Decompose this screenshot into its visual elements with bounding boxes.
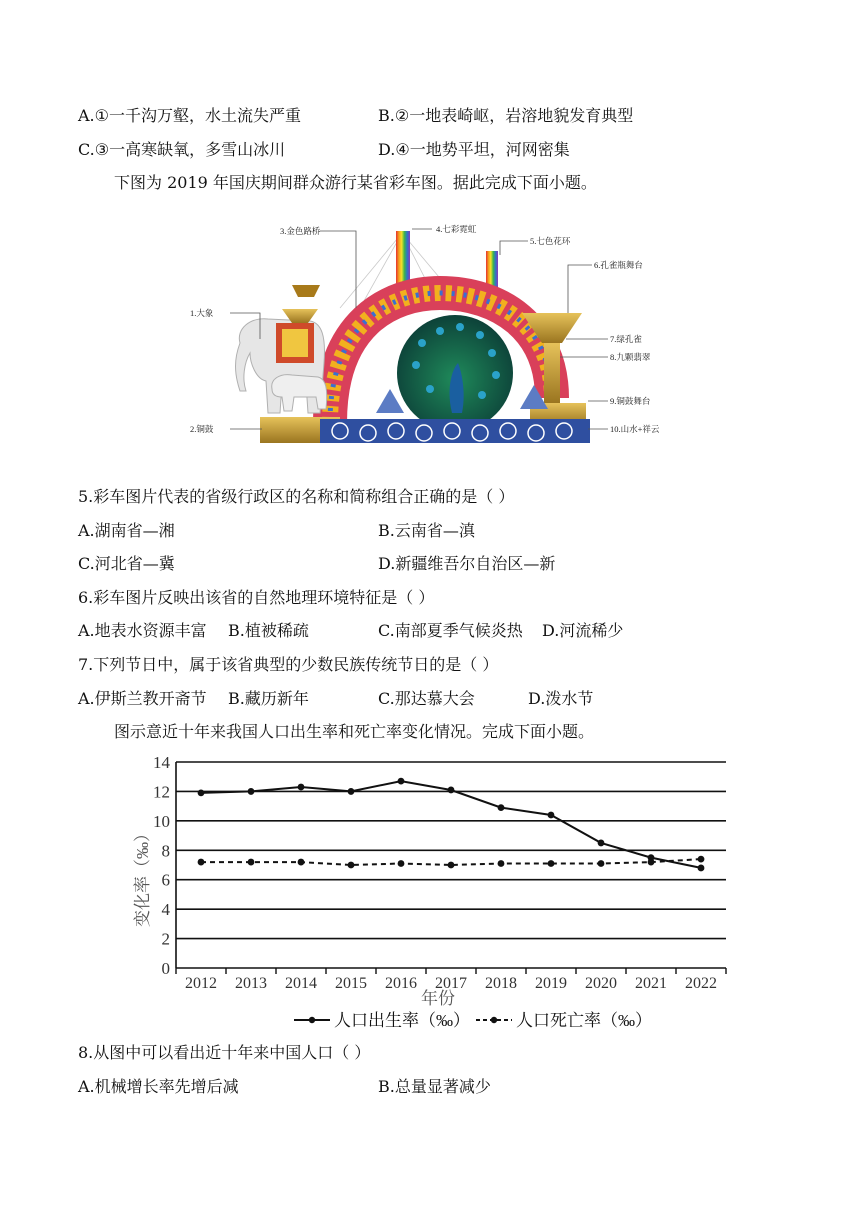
q7-stem: 7.下列节日中，属于该省典型的少数民族传统节日的是（ ） [78,655,499,674]
q7-option-c: C.那达慕大会 [378,689,475,708]
float-label-8: 8.九颗翡翠 [610,352,651,362]
q4-option-b: B.②一地表崎岖，岩溶地貌发育典型 [378,106,634,125]
series-1-point-2019 [548,860,555,867]
x-tick-label-2012: 2012 [185,975,217,992]
q6-option-c: C.南部夏季气候炎热 [378,621,523,640]
series-0-point-2022 [698,865,705,872]
y-tick-label-0: 0 [161,959,170,978]
float-label-9: 9.铜鼓舞台 [610,396,651,406]
q5-option-a: A.湖南省—湘 [78,521,175,540]
float-label-5: 5.七色花环 [530,236,571,246]
series-0-point-2018 [498,804,505,811]
series-1-point-2017 [448,862,455,869]
x-tick-label-2022: 2022 [685,975,717,992]
x-tick-label-2015: 2015 [335,975,367,992]
x-tick-label-2021: 2021 [635,975,667,992]
float-label-4: 4.七彩霓虹 [436,224,477,234]
series-line-0 [201,781,701,868]
x-tick-label-2016: 2016 [385,975,417,992]
legend-birth-marker [309,1017,315,1023]
y-tick-label-6: 6 [161,870,170,890]
y-axis-label: 变化率（‰） [133,825,152,927]
series-1-point-2016 [398,860,405,867]
q6-option-b: B.植被稀疏 [228,621,309,640]
q8-stem: 8.从图中可以看出近十年来中国人口（ ） [78,1043,371,1062]
q7-option-a: A.伊斯兰教开斋节 [78,689,207,708]
y-tick-label-4: 4 [161,900,170,920]
y-tick-label-2: 2 [161,929,170,949]
q5-option-b: B.云南省—滇 [378,521,475,540]
float-label-2: 2.铜鼓 [190,424,214,434]
y-tick-label-14: 14 [153,753,170,772]
series-1-point-2014 [298,859,305,866]
legend-death-marker [491,1017,497,1023]
x-tick-label-2020: 2020 [585,975,617,992]
series-1-point-2020 [598,860,605,867]
birth-death-rate-chart [128,752,738,1034]
q8-option-a: A.机械增长率先增后减 [78,1077,239,1096]
x-tick-label-2017: 2017 [435,975,467,992]
series-0-point-2012 [198,790,205,797]
series-0-point-2020 [598,840,605,847]
chart-intro: 图示意近十年来我国人口出生率和死亡率变化情况。完成下面小题。 [114,722,595,741]
legend-death-label: 人口死亡率（‰） [516,1011,652,1030]
x-tick-label-2014: 2014 [285,975,317,992]
series-0-point-2019 [548,812,555,819]
y-tick-label-10: 10 [153,811,170,831]
series-1-point-2013 [248,859,255,866]
series-1-point-2022 [698,856,705,863]
y-tick-labels [153,753,171,978]
x-tick-label-2018: 2018 [485,975,517,992]
float-label-1: 1.大象 [190,308,214,318]
series-0-point-2013 [248,788,255,795]
float-label-6: 6.孔雀瓶舞台 [594,260,643,270]
float-label-3: 3.金色路桥 [280,226,321,236]
chart-legend [294,1011,652,1030]
parade-float-illustration [190,213,676,465]
series-1-point-2012 [198,859,205,866]
x-tick-label-2013: 2013 [235,975,267,992]
q7-option-b: B.藏历新年 [228,689,309,708]
series-1-point-2021 [648,859,655,866]
series-0-point-2017 [448,787,455,794]
series-1-point-2018 [498,860,505,867]
q4-option-d: D.④一地势平坦，河网密集 [378,140,570,159]
series-0-point-2014 [298,784,305,791]
q6-option-a: A.地表水资源丰富 [78,621,207,640]
q7-option-d: D.泼水节 [528,689,594,708]
series-0-point-2016 [398,778,405,785]
y-tick-label-12: 12 [153,782,170,802]
q5-stem: 5.彩车图片代表的省级行政区的名称和简称组合正确的是（ ） [78,487,515,506]
float-label-7: 7.绿孔雀 [610,334,642,344]
series-0-point-2015 [348,788,355,795]
q4-option-a: A.①一千沟万壑，水土流失严重 [78,106,301,125]
q5-option-c: C.河北省—冀 [78,554,175,573]
q4-option-c: C.③一高寒缺氧，多雪山冰川 [78,140,286,159]
legend-birth-label: 人口出生率（‰） [334,1011,470,1030]
x-tick-label-2019: 2019 [535,975,567,992]
float-label-10: 10.山水+祥云 [610,424,660,434]
q6-stem: 6.彩车图片反映出该省的自然地理环境特征是（ ） [78,588,435,607]
y-tick-label-8: 8 [161,841,170,861]
q6-option-d: D.河流稀少 [542,621,624,640]
series-1-point-2015 [348,862,355,869]
float-intro: 下图为 2019 年国庆期间群众游行某省彩车图。据此完成下面小题。 [114,173,597,192]
q8-option-b: B.总量显著减少 [378,1077,491,1096]
x-axis-label: 年份 [421,989,455,1008]
q5-option-d: D.新疆维吾尔自治区—新 [378,554,556,573]
